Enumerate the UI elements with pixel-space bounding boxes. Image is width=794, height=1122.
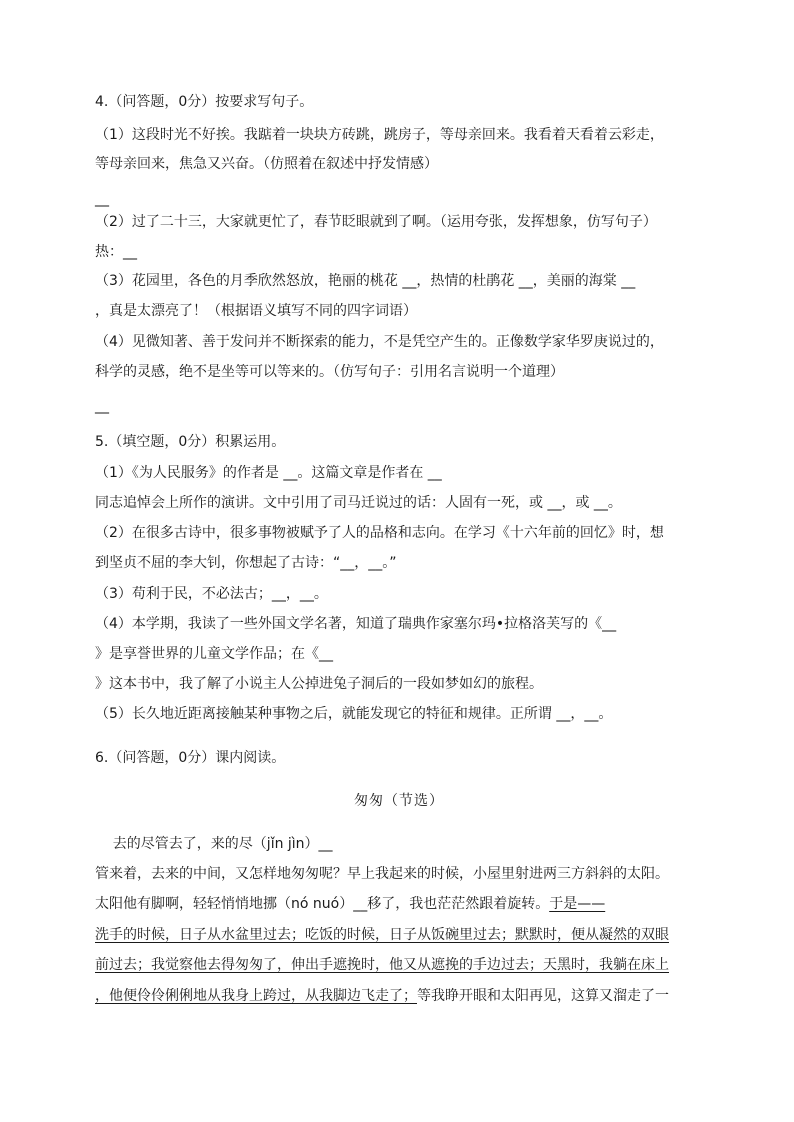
q5-line5: （3）苟利于民，不必法古；__，__。 <box>95 586 328 602</box>
passage-line3 <box>95 894 605 914</box>
passage-line3-underlined: 于是—— <box>549 896 606 912</box>
q5-line6: （4）本学期，我读了一些外国文学名著，知道了瑞典作家塞尔玛•拉格洛芙写的《__ <box>95 616 617 632</box>
q5-line4: 到坚贞不屈的李大钊，你想起了古诗：“__，__。” <box>95 555 397 571</box>
passage-line1: 去的尽管去了，来的尽（jǐn jìn）__ <box>95 836 333 852</box>
passage-line2: 管来着，去来的中间，又怎样地匆匆呢？早上我起来的时候，小屋里射进两三方斜斜的太阳。 <box>95 866 669 882</box>
passage-line3-text: 太阳他有脚啊，轻轻悄悄地挪（nó nuó）__移了，我也茫茫然跟着旋转。 <box>95 896 550 912</box>
q5-line1: （1）《为人民服务》的作者是 __。这篇文章是作者在 __ <box>95 465 442 481</box>
q4-part3-line2: ，真是太漂亮了！（根据语义填写不同的四字词语） <box>95 303 417 319</box>
q4-part2-line2: 热：__ <box>95 244 137 260</box>
q6-heading: 6.（问答题，0分）课内阅读。 <box>95 750 286 766</box>
passage-line6 <box>95 986 669 1006</box>
q4-part2-line1: （2）过了二十三，大家就更忙了，春节眨眼就到了啊。（运用夸张，发挥想象，仿写句子） <box>95 214 657 230</box>
q5-line2: 同志追悼会上所作的演讲。文中引用了司马迁说过的话：人固有一死，或 __，或 __。 <box>95 495 622 511</box>
q4-part4-line2: 科学的灵感，绝不是坐等可以等来的。（仿写句子：引用名言说明一个道理） <box>95 364 564 380</box>
passage-line4-underlined: 洗手的时候，日子从水盆里过去；吃饭的时候，日子从饭碗里过去；默默时，便从凝然的双眼 <box>95 927 669 943</box>
q5-line7: 》是享誉世界的儿童文学作品；在《__ <box>95 646 333 662</box>
passage-title: 匆匆（节选） <box>354 793 444 809</box>
passage-line6-underlined: ，他便伶伶俐俐地从我身上跨过，从我脚边飞走了； <box>95 988 417 1004</box>
passage-line6-text: 等我睁开眼和太阳再见，这算又溜走了一 <box>417 988 669 1004</box>
q5-line9: （5）长久地近距离接触某种事物之后，就能发现它的特征和规律。正所谓 __，__。 <box>95 706 613 722</box>
q4-answer-blank-a[interactable]: __ <box>95 191 109 207</box>
q4-part1-line1: （1）这段时光不好挨。我踮着一块块方砖跳，跳房子，等母亲回来。我看着天看着云彩走， <box>95 127 664 143</box>
q4-part3-line1: （3）花园里，各色的月季欣然怒放，艳丽的桃花 __，热情的杜鹃花 __，美丽的海棠 __ <box>95 273 636 289</box>
passage-line5-underlined: 前过去；我觉察他去得匆匆了，伸出手遮挽时，他又从遮挽的手边过去；天黑时，我躺在床上 <box>95 957 669 973</box>
q4-answer-blank-b[interactable]: __ <box>95 398 109 414</box>
q5-heading: 5.（填空题，0分）积累运用。 <box>95 434 286 450</box>
q5-line8: 》这本书中，我了解了小说主人公掉进兔子洞后的一段如梦如幻的旅程。 <box>95 676 543 692</box>
q4-part1-line2: 等母亲回来，焦急又兴奋。（仿照着在叙述中抒发情感） <box>95 156 438 172</box>
q5-line3: （2）在很多古诗中，很多事物被赋予了人的品格和志向。在学习《十六年前的回忆》时，想 <box>95 525 664 541</box>
q4-heading: 4.（问答题，0分）按要求写句子。 <box>95 94 314 110</box>
q4-part4-line1: （4）见微知著、善于发问并不断探索的能力，不是凭空产生的。正像数学家华罗庚说过的， <box>95 334 664 350</box>
